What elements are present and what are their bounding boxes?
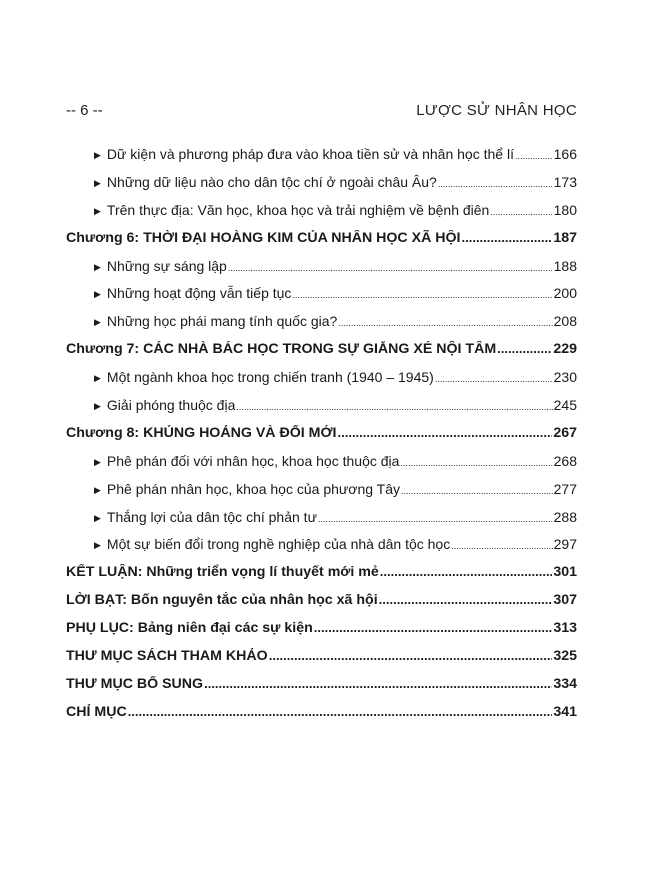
leader-dots [236,402,552,412]
toc-entry-title: LỜI BẠT: Bốn nguyên tắc của nhân học xã hội [66,592,378,609]
leader-dots [379,592,553,607]
toc-entry-page: 334 [553,675,577,692]
toc-section-entry [66,509,577,537]
toc-entry-title: PHỤ LỤC: Bảng niên đại các sự kiện [66,620,313,637]
toc-entry-page: 267 [553,424,577,441]
toc-chapter-entry [66,648,577,676]
triangle-right-icon: ▶ [94,150,101,160]
toc-entry-title: THƯ MỤC BỔ SUNG [66,675,204,692]
toc-section-entry [66,536,577,564]
triangle-right-icon: ▶ [94,373,101,384]
triangle-right-icon: ▶ [94,456,101,467]
toc-entry-title: Thắng lợi của dân tộc chí phản tư [106,508,317,525]
toc-entry-page: 341 [553,703,577,720]
triangle-right-icon: ▶ [94,512,101,523]
toc-entry-page: 277 [553,480,577,497]
toc-section-entry [66,397,577,425]
toc-entry-title: Chương 6: THỜI ĐẠI HOÀNG KIM CỦA NHÂN HỌC XÃ HỘI [66,229,461,246]
toc-section-entry [66,313,577,341]
leader-dots [497,341,552,356]
toc-entry-title: Những sự sáng lập [106,257,227,274]
leader-dots [338,318,552,328]
leader-dots [400,458,552,468]
toc-entry-page: 297 [553,536,577,553]
leader-dots [338,425,553,440]
leader-dots [515,151,553,161]
table-of-contents [66,146,577,732]
toc-entry-page: 173 [553,173,577,190]
toc-section-entry [66,258,577,286]
running-title: LƯỢC SỬ NHÂN HỌC [416,102,577,119]
triangle-right-icon: ▶ [94,205,101,216]
toc-entry-page: 188 [553,257,577,274]
toc-section-entry [66,453,577,481]
toc-section-entry [66,146,577,174]
toc-entry-page: 187 [553,229,577,246]
leader-dots [380,564,553,579]
toc-entry-page: 208 [553,313,577,330]
toc-entry-title: KẾT LUẬN: Những triển vọng lí thuyết mới mẻ [66,564,379,581]
toc-entry-page: 301 [553,564,577,581]
leader-dots [128,704,553,719]
triangle-right-icon: ▶ [94,484,101,495]
toc-chapter-entry [66,592,577,620]
page-number: -- 6 -- [66,102,103,119]
toc-entry-title: Giải phóng thuộc địa [106,397,236,414]
leader-dots [204,676,552,691]
leader-dots [318,514,553,524]
toc-entry-page: 180 [553,201,577,218]
toc-entry-page: 200 [553,285,577,302]
toc-entry-title: Những học phái mang tính quốc gia? [106,313,338,330]
toc-section-entry [66,202,577,230]
toc-chapter-entry [66,341,577,369]
leader-dots [228,263,553,273]
leader-dots [292,290,552,300]
toc-entry-title: Phê phán nhân học, khoa học của phương Tây [106,480,400,497]
toc-chapter-entry [66,564,577,592]
leader-dots [451,541,552,551]
triangle-right-icon: ▶ [94,261,101,272]
leader-dots [462,230,553,245]
toc-section-entry [66,481,577,509]
triangle-right-icon: ▶ [94,401,101,412]
triangle-right-icon: ▶ [94,177,101,188]
toc-entry-page: 230 [553,369,577,386]
toc-entry-page: 325 [553,648,577,665]
toc-entry-title: Những dữ liệu nào cho dân tộc chí ở ngoài châu Âu? [106,173,437,190]
page-header [66,102,577,124]
toc-entry-page: 229 [553,341,577,358]
toc-entry-title: Dữ kiện và phương pháp đưa vào khoa tiền sử và nhân học thể lí [106,146,514,162]
leader-dots [435,374,553,384]
triangle-right-icon: ▶ [94,317,101,328]
leader-dots [490,207,552,217]
toc-chapter-entry [66,620,577,648]
toc-entry-title: Chương 8: KHỦNG HOẢNG VÀ ĐỔI MỚI [66,424,337,441]
toc-entry-title: Phê phán đối với nhân học, khoa học thuộc địa [106,452,400,469]
triangle-right-icon: ▶ [94,540,101,551]
toc-entry-page: 166 [553,146,577,162]
toc-entry-page: 268 [553,452,577,469]
leader-dots [401,486,553,496]
leader-dots [438,179,553,189]
toc-entry-title: THƯ MỤC SÁCH THAM KHẢO [66,648,268,665]
toc-section-entry [66,369,577,397]
toc-entry-page: 245 [553,397,577,414]
toc-entry-title: CHỈ MỤC [66,703,127,720]
toc-section-entry [66,285,577,313]
toc-entry-title: Một ngành khoa học trong chiến tranh (1940 – 1945) [106,369,434,386]
toc-chapter-entry [66,704,577,732]
toc-entry-page: 313 [553,620,577,637]
toc-entry-page: 288 [553,508,577,525]
toc-entry-title: Một sự biến đổi trong nghề nghiệp của nhà dân tộc học [106,536,451,553]
toc-chapter-entry [66,676,577,704]
toc-entry-title: Chương 7: CÁC NHÀ BÁC HỌC TRONG SỰ GIẰNG XÉ NỘI TÂM [66,341,497,358]
toc-section-entry [66,174,577,202]
leader-dots [314,620,553,635]
leader-dots [269,648,553,663]
toc-chapter-entry [66,425,577,453]
toc-entry-title: Những hoạt động vẫn tiếp tục [106,285,292,302]
toc-entry-title: Trên thực địa: Văn học, khoa học và trải nghiệm về bệnh điên [106,201,490,218]
triangle-right-icon: ▶ [94,289,101,300]
toc-entry-page: 307 [553,592,577,609]
toc-chapter-entry [66,230,577,258]
